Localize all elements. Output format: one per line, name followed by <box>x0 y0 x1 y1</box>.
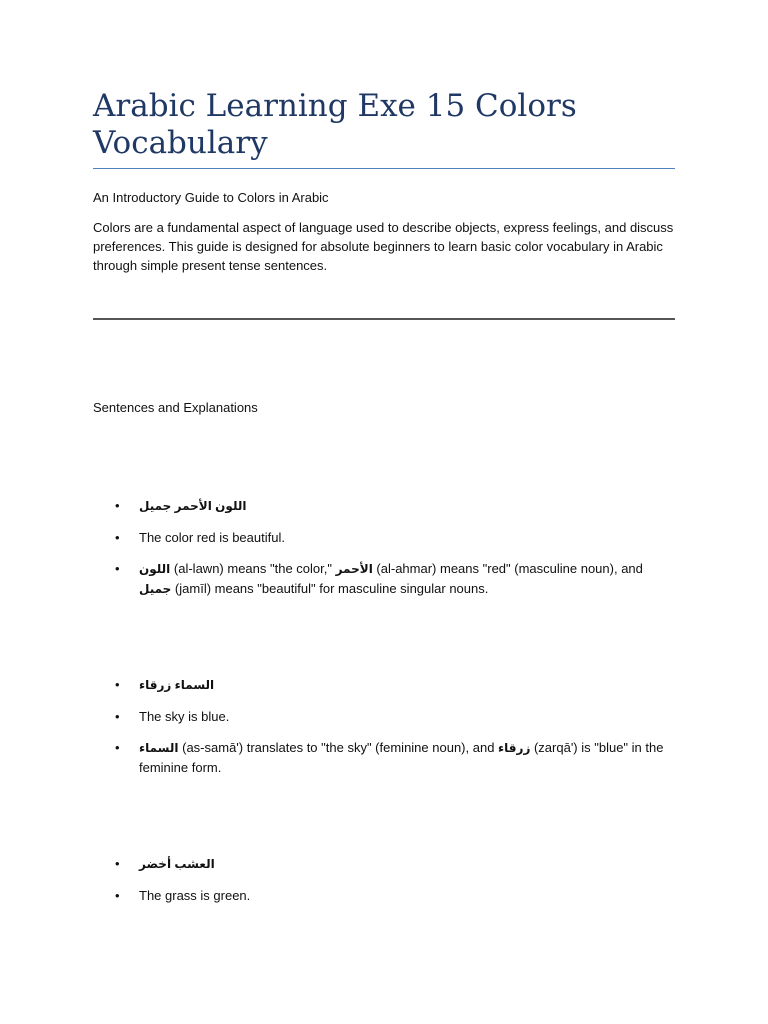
section-divider <box>93 318 675 320</box>
english-translation: • The sky is blue. <box>93 707 675 726</box>
arabic-text: العشب أخضر <box>139 857 215 871</box>
subtitle: An Introductory Guide to Colors in Arabic <box>93 190 329 205</box>
page-title: Arabic Learning Exe 15 Colors Vocabulary <box>93 88 577 161</box>
arabic-text: اللون الأحمر جميل <box>139 499 247 513</box>
english-translation: • The grass is green. <box>93 886 675 905</box>
arabic-word: زرقاء <box>498 741 531 755</box>
explanation <box>93 559 675 599</box>
explanation-text: (al-ahmar) means "red" (masculine noun), and <box>372 561 643 576</box>
arabic-word: اللون <box>139 562 171 576</box>
arabic-text: السماء زرقاء <box>139 678 215 692</box>
sentence-group-1 <box>93 496 675 611</box>
arabic-word: الأحمر <box>335 562 373 576</box>
arabic-sentence <box>93 675 675 695</box>
section-heading: Sentences and Explanations <box>93 400 258 415</box>
arabic-word: جميل <box>139 582 172 596</box>
english-translation: • The color red is beautiful. <box>93 528 675 547</box>
explanation <box>93 738 675 777</box>
explanation-text: (zarqā') is "blue" in the feminine form. <box>139 740 664 775</box>
title-divider <box>93 168 675 169</box>
explanation-text: (al-lawn) means "the color," <box>170 561 336 576</box>
sentence-group-3 <box>93 854 675 917</box>
sentence-group-2 <box>93 675 675 789</box>
intro-paragraph: Colors are a fundamental aspect of language used to describe objects, express feelings, and discuss preferences. This guide is designed for absolute beginners to learn basic color vocabulary in Arabic through simple present tense sentences. <box>93 220 674 273</box>
explanation-text: (as-samā') translates to "the sky" (feminine noun), and <box>178 740 499 755</box>
arabic-sentence <box>93 496 675 516</box>
arabic-sentence <box>93 854 675 874</box>
explanation-text: (jamīl) means "beautiful" for masculine singular nouns. <box>171 581 489 596</box>
arabic-word: السماء <box>139 741 179 755</box>
